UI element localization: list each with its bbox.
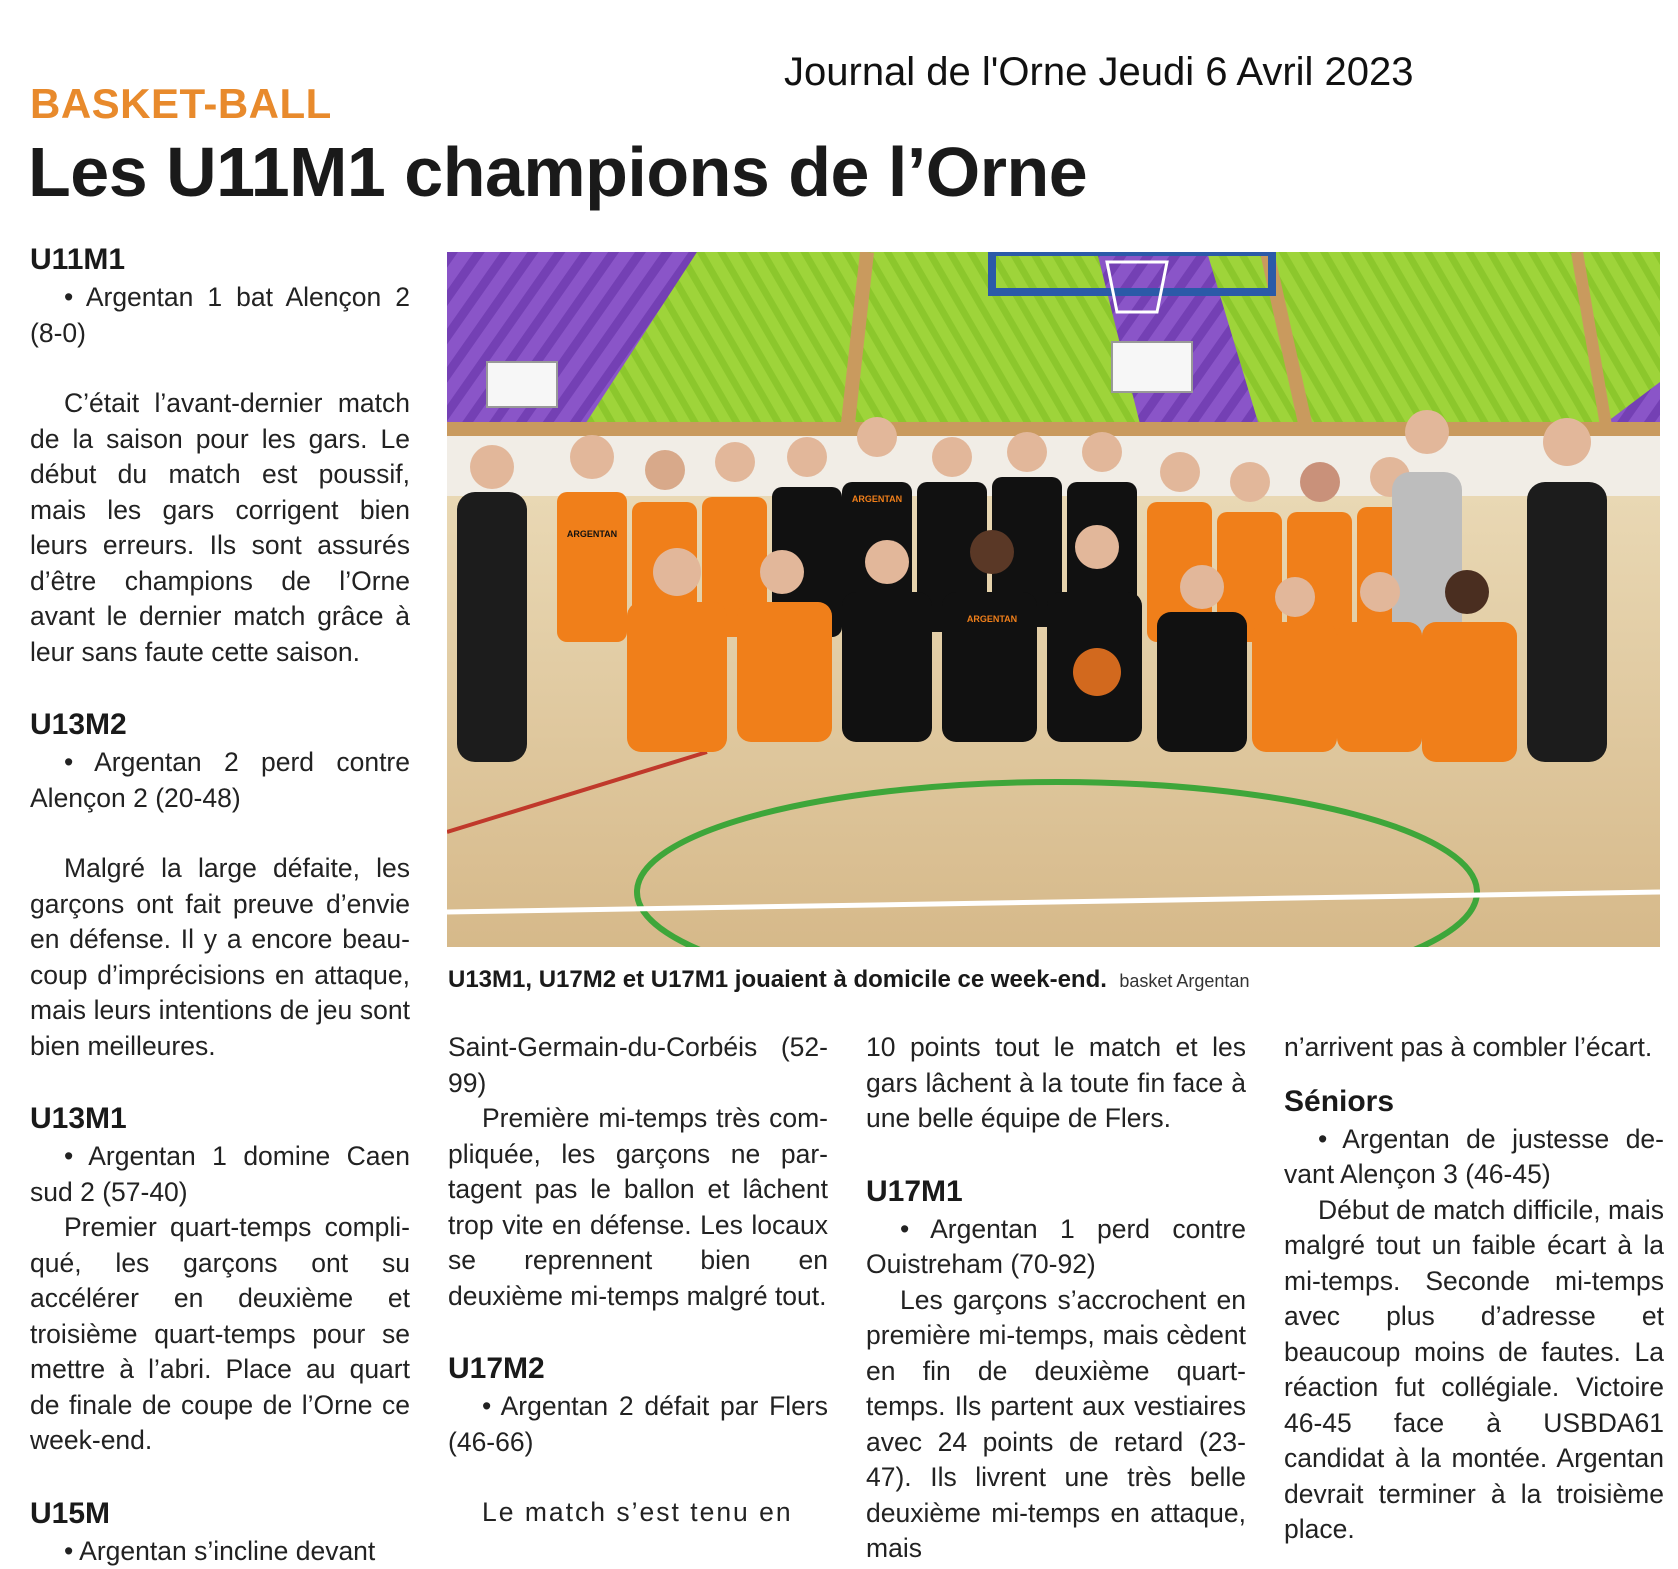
- text-column-1: [30, 240, 410, 1569]
- seniors-heading: Séniors: [1284, 1082, 1664, 1122]
- u15m-paragraph: Première mi-temps très com-pliquée, les garçons ne par-tagent pas le ballon et lâchent trop vite en défense. Les locaux se reprennent bien en deuxième mi-temps malgré tout.: [448, 1101, 828, 1314]
- u15m-result: • Argentan s’incline devant: [30, 1534, 410, 1569]
- photo-caption: [448, 966, 1249, 994]
- newspaper-source-line: Journal de l'Orne Jeudi 6 Avril 2023: [784, 50, 1414, 95]
- u15m-result-continued: Saint-Germain-du-Corbéis (52-99): [448, 1030, 828, 1101]
- team-photo: [447, 252, 1660, 947]
- text-column-2: [448, 1030, 828, 1531]
- u17m1-paragraph: Les garçons s’accrochent en première mi-temps, mais cèdent en fin de deuxième quart-temps. Ils partent aux vestiaires avec 24 points de retard (23-47). Ils livrent une très belle deuxième mi-temps en attaque, mais: [866, 1283, 1246, 1567]
- u17m2-paragraph-continued: 10 points tout le match et les gars lâchent à la toute fin face à une belle équipe de Flers.: [866, 1030, 1246, 1137]
- u17m1-result: • Argentan 1 perd contre Ouistreham (70-92): [866, 1212, 1246, 1283]
- u11m1-result: • Argentan 1 bat Alençon 2 (8-0): [30, 280, 410, 351]
- jersey-text: ARGENTAN: [567, 529, 617, 539]
- section-kicker: BASKET-BALL: [30, 80, 332, 128]
- jersey-text: ARGENTAN: [967, 614, 1017, 624]
- article-headline: Les U11M1 champions de l’Orne: [28, 132, 1087, 212]
- u13m1-heading: U13M1: [30, 1099, 410, 1139]
- jersey-text: ARGENTAN: [852, 494, 902, 504]
- u17m1-paragraph-continued: n’arrivent pas à combler l’écart.: [1284, 1030, 1664, 1066]
- photo-credit: basket Argentan: [1119, 971, 1249, 991]
- u13m1-paragraph: Premier quart-temps compli-qué, les garçons ont su accélérer en deuxième et troisième quart-temps pour se mettre à l’abri. Place au quart de finale de coupe de l’Orne ce week-end.: [30, 1210, 410, 1459]
- caption-text: U13M1, U17M2 et U17M1 jouaient à domicile ce week-end.: [448, 966, 1107, 993]
- u17m2-result: • Argentan 2 défait par Flers (46-66): [448, 1389, 828, 1460]
- u11m1-heading: U11M1: [30, 240, 410, 280]
- seniors-result: • Argentan de justesse de-vant Alençon 3 (46-45): [1284, 1122, 1664, 1193]
- u17m2-heading: U17M2: [448, 1349, 828, 1389]
- u15m-heading: U15M: [30, 1494, 410, 1534]
- text-column-3: [866, 1030, 1246, 1567]
- u13m2-heading: U13M2: [30, 705, 410, 745]
- u13m1-result: • Argentan 1 domine Caen sud 2 (57-40): [30, 1139, 410, 1210]
- seniors-paragraph: Début de match difficile, mais malgré tout un faible écart à la mi-temps. Seconde mi-temps avec plus d’adresse et beaucoup moins de fautes. La réaction fut collégiale. Victoire 46-45 face à USBDA61 candidat à la montée. Argentan devrait terminer à la troisième place.: [1284, 1193, 1664, 1548]
- u17m2-paragraph-start: Le match s’est tenu en: [448, 1495, 828, 1531]
- u17m1-heading: U17M1: [866, 1172, 1246, 1212]
- u13m2-paragraph: Malgré la large défaite, les garçons ont fait preuve d’envie en défense. Il y a encore beau-coup d’imprécisions en attaque, mais leurs intentions de jeu sont bien meilleures.: [30, 851, 410, 1064]
- u11m1-paragraph: C’était l’avant-dernier match de la saison pour les gars. Le début du match est poussif, mais les gars corrigent bien leurs erreurs. Ils sont assurés d’être champions de l’Orne avant le dernier match grâce à leur sans faute cette saison.: [30, 386, 410, 670]
- u13m2-result: • Argentan 2 perd contre Alençon 2 (20-48): [30, 745, 410, 816]
- text-column-4: [1284, 1030, 1664, 1548]
